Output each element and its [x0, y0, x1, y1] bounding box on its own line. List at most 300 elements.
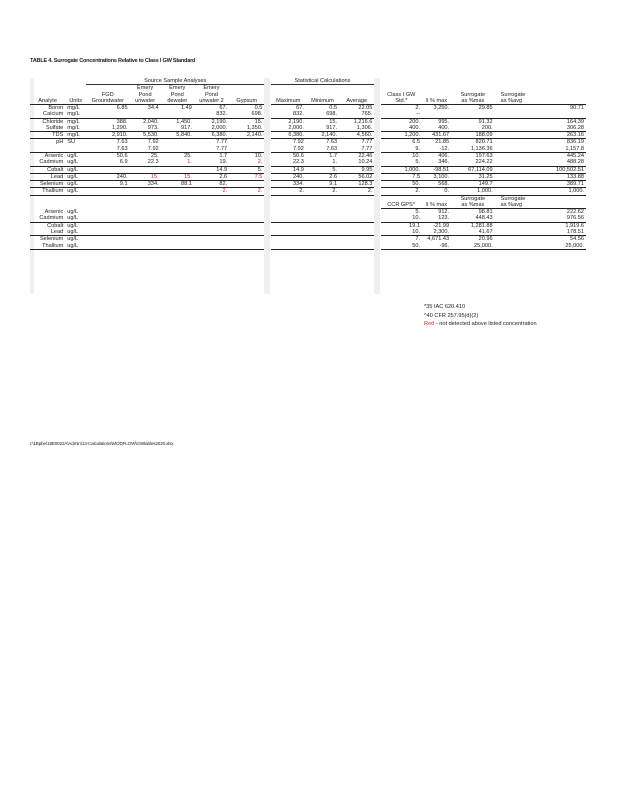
surrogate-cell: 400.	[422, 125, 451, 132]
blank-cell	[86, 195, 130, 208]
surrogate-cell: 31.25	[451, 173, 495, 180]
surrogate-cell: 2.	[381, 188, 422, 195]
header-line: Emery	[169, 85, 186, 92]
footnote-2: ^40 CFR 257.95(d)(2)	[424, 312, 479, 319]
header-line: unwater	[135, 97, 156, 104]
table-row	[30, 118, 586, 125]
stat-cell: 2.6	[306, 173, 339, 180]
surrogate-cell: 10.	[412, 152, 421, 159]
surrogate-cell: 4,671.43	[427, 236, 450, 243]
blank-cell	[229, 215, 264, 222]
value-cell: 2.	[229, 188, 264, 195]
blank-cell	[306, 215, 339, 222]
units-cell: ug/L	[67, 236, 79, 243]
value-cell: 50.6	[116, 152, 128, 159]
ccr-row	[30, 243, 586, 250]
header-line: as %max	[461, 97, 485, 104]
header-line: dewater	[167, 97, 188, 104]
surrogate-cell: 222.62	[566, 209, 584, 216]
units-cell: ug/L	[65, 173, 86, 180]
blank-cell	[229, 209, 264, 216]
header-line: unwater 2	[199, 97, 224, 104]
surrogate-avg-cell: 164.39	[566, 118, 584, 125]
col-pct-max: ǁ % max	[422, 85, 451, 105]
surrogate-cell: 25,000.	[451, 243, 495, 250]
blank-cell	[30, 78, 65, 85]
blank-cell	[65, 195, 86, 208]
surrogate-cell: 3,100.	[422, 173, 451, 180]
ccr-pct-max-header: ǁ % max	[422, 195, 451, 208]
value-cell	[161, 188, 194, 195]
blank-cell	[381, 78, 422, 85]
blank-cell	[306, 209, 339, 216]
blank-cell	[229, 236, 264, 243]
surrogate-cell: 431.67	[422, 132, 451, 139]
stat-cell: 2,000.	[271, 125, 306, 132]
value-cell: 1.49	[180, 104, 192, 111]
ccr-row	[30, 236, 586, 243]
units-cell: mg/L	[67, 118, 80, 125]
column-header-row	[30, 85, 586, 105]
surrogate-cell	[422, 111, 451, 118]
table-row	[30, 188, 586, 195]
surrogate-avg-cell	[495, 111, 586, 118]
surrogate-avg-cell: 1,000.	[495, 188, 586, 195]
table-title: TABLE 4. Surrogate Concentrations Relative to Class I GW Standard	[30, 58, 196, 64]
blank-cell	[339, 195, 374, 208]
stat-cell: 765.	[339, 111, 374, 118]
blank-cell	[194, 215, 229, 222]
stat-cell: 7.63	[306, 146, 339, 153]
stat-cell: 2.	[339, 188, 374, 195]
blank-cell	[194, 209, 229, 216]
table-row	[30, 173, 586, 180]
surrogate-cell: -12.	[422, 146, 451, 153]
value-cell	[130, 166, 161, 173]
concentration-table	[30, 78, 586, 250]
surrogate-cell: 820.71	[475, 139, 493, 146]
header-line: Emery	[137, 85, 154, 92]
value-cell: 1,350.	[229, 125, 264, 132]
surrogate-cell: 9.	[381, 146, 422, 153]
table-row	[30, 152, 586, 159]
value-cell	[161, 111, 194, 118]
stat-cell: 22.46	[358, 152, 373, 159]
surrogate-cell: 1,200.	[381, 132, 422, 139]
blank-cell	[271, 209, 306, 216]
value-cell	[161, 139, 194, 146]
surrogate-cell: 346.	[422, 159, 451, 166]
analyte-cell: pH	[56, 139, 64, 146]
surrogate-cell: 976.56	[495, 215, 586, 222]
analyte-cell: Arsenic	[44, 208, 64, 215]
value-cell: 1.7	[219, 152, 228, 159]
blank-cell	[130, 222, 161, 229]
value-cell: 1,450.	[176, 118, 192, 125]
units-cell: ug/L	[65, 188, 86, 195]
blank-cell	[422, 78, 451, 85]
value-cell	[130, 111, 161, 118]
surrogate-cell: 20.96	[478, 236, 493, 243]
blank-cell	[495, 78, 586, 85]
analyte-cell: Lead	[30, 229, 65, 236]
surrogate-avg-cell: 836.19	[566, 139, 584, 146]
blank-cell	[271, 215, 306, 222]
footnotes	[424, 303, 537, 329]
value-cell: 88.1	[161, 181, 194, 188]
surrogate-cell: 200.	[409, 118, 421, 125]
blank-cell	[86, 222, 130, 229]
ccr-row	[30, 222, 586, 229]
col-ep-dewater	[161, 85, 194, 105]
blank-cell	[161, 229, 194, 236]
blank-cell	[271, 222, 306, 229]
surrogate-cell: 25,000.	[495, 243, 586, 250]
header-line: Std.*	[395, 97, 408, 104]
value-cell: 334.	[130, 181, 161, 188]
header-line: Pond	[138, 91, 152, 98]
value-cell: 2,190.	[211, 118, 228, 125]
surrogate-cell: 2,300.	[422, 229, 451, 236]
blank-cell	[194, 229, 229, 236]
col-ep-unwater2	[194, 85, 229, 105]
value-cell: 2,040.	[143, 118, 159, 125]
surrogate-cell: 2.	[415, 104, 421, 111]
stat-cell: 334.	[271, 181, 306, 188]
blank-cell	[339, 209, 374, 216]
surrogate-avg-cell: 488.28	[495, 159, 586, 166]
blank-cell	[306, 195, 339, 208]
surrogate-avg-cell: 100,502.51	[495, 166, 586, 173]
stat-cell: 1,216.6	[353, 118, 373, 125]
blank-cell	[86, 229, 130, 236]
surrogate-avg-cell: 263.16	[495, 132, 586, 139]
analyte-cell: Cadmium	[30, 159, 65, 166]
header-line: Emery	[203, 85, 220, 92]
units-cell: mg/L	[65, 132, 86, 139]
value-cell: 19.	[194, 159, 229, 166]
surrogate-cell: 7.5	[381, 173, 422, 180]
col-analyte: Analyte	[30, 85, 65, 105]
blank-cell	[229, 229, 264, 236]
stat-cell: 10.24	[339, 159, 374, 166]
table-row	[30, 139, 586, 146]
value-cell: 82.	[194, 181, 229, 188]
value-cell	[229, 139, 264, 146]
value-cell	[229, 181, 264, 188]
stat-cell: 1.7	[329, 152, 338, 159]
surrogate-cell: -21.99	[433, 222, 450, 229]
stat-cell: 9.95	[339, 166, 374, 173]
units-cell: ug/L	[65, 215, 86, 222]
units-cell: ug/L	[65, 181, 86, 188]
value-cell: 7.92	[147, 139, 159, 146]
analyte-cell: Cobalt	[30, 166, 65, 173]
stat-cell: 2.	[306, 188, 339, 195]
red-legend-label: Red	[424, 321, 435, 328]
file-path: I:\1Bpbe\18E0022A\Admin\13-Calculations\MODFLOW\GWtables2020.xlsx	[30, 441, 174, 446]
blank-cell	[194, 195, 229, 208]
stat-cell: 56.02	[339, 173, 374, 180]
value-cell: 1.	[161, 159, 194, 166]
blank-cell	[229, 195, 264, 208]
stat-cell: 832.	[271, 111, 306, 118]
table-row	[30, 111, 586, 118]
blank-cell	[161, 215, 194, 222]
stat-cell: 1.	[306, 159, 339, 166]
stat-cell: 22.3	[271, 159, 306, 166]
analyte-cell	[30, 146, 65, 153]
blank-cell	[229, 222, 264, 229]
value-cell: 14.9	[194, 166, 229, 173]
surrogate-cell: 50.	[381, 181, 422, 188]
table-row	[30, 125, 586, 132]
value-cell: 832.	[194, 111, 229, 118]
footnote-1: *35 IAC 620.410	[424, 304, 466, 310]
ccr-row	[30, 209, 586, 216]
col-ep-unwater	[130, 85, 161, 105]
value-cell: 15.	[254, 118, 263, 125]
blank-cell	[271, 195, 306, 208]
value-cell: 15.	[130, 173, 161, 180]
col-fgd	[86, 85, 130, 105]
table-row	[30, 132, 586, 139]
header-line: Pond	[204, 91, 219, 98]
surrogate-cell: 21.85	[435, 139, 450, 146]
stat-cell: 7.92	[271, 146, 306, 153]
surrogate-cell: 149.7	[451, 181, 495, 188]
surrogate-cell: 19.1	[409, 222, 421, 229]
stat-cell: 128.3	[339, 181, 374, 188]
surrogate-avg-cell: 445.24	[566, 152, 584, 159]
units-cell: mg/L	[65, 111, 86, 118]
analyte-cell: Sulfate	[30, 125, 65, 132]
value-cell	[229, 146, 264, 153]
value-cell: 2.6	[194, 173, 229, 180]
blank-cell	[86, 236, 130, 243]
value-cell	[161, 166, 194, 173]
analyte-cell: Cadmium	[30, 215, 65, 222]
surrogate-cell: 1,000.	[451, 188, 495, 195]
value-cell: 2,000.	[194, 125, 229, 132]
blank-cell	[339, 229, 374, 236]
value-cell: 22.3	[130, 159, 161, 166]
stat-cell: 1,306.	[339, 125, 374, 132]
blank-cell	[65, 78, 86, 85]
surrogate-cell: 995.	[438, 118, 450, 125]
table-row	[30, 181, 586, 188]
stat-cell: 917.	[306, 125, 339, 132]
surrogate-cell: -98.51	[422, 166, 451, 173]
surrogate-cell: 29.85	[478, 104, 493, 111]
table-row	[30, 104, 586, 111]
value-cell: 973.	[130, 125, 161, 132]
group-header-row	[30, 78, 586, 85]
data-table-area	[30, 78, 586, 294]
blank-cell	[271, 243, 306, 250]
surrogate-cell: -96.	[422, 243, 451, 250]
analyte-cell: Arsenic	[44, 152, 64, 159]
value-cell: 2,140.	[229, 132, 264, 139]
blank-cell	[194, 236, 229, 243]
surrogate-cell: 406.	[438, 152, 450, 159]
blank-cell	[130, 215, 161, 222]
value-cell: 1,290.	[86, 125, 130, 132]
surrogate-cell: 7.	[415, 236, 421, 243]
value-cell: 7.92	[130, 146, 161, 153]
blank-cell	[130, 229, 161, 236]
stat-cell: 6,380.	[271, 132, 306, 139]
blank-cell	[161, 236, 194, 243]
header-line: FGD	[101, 91, 114, 98]
stat-cell: 4,560.	[339, 132, 374, 139]
blank-cell	[161, 209, 194, 216]
analyte-cell: Lead	[30, 173, 65, 180]
value-cell: 388.	[116, 118, 128, 125]
surrogate-cell: 98.81	[478, 209, 493, 216]
header-line: Surrogate	[500, 91, 526, 98]
units-cell: ug/L	[67, 222, 79, 229]
header-line: as %avg	[500, 201, 523, 208]
value-cell	[130, 188, 161, 195]
stat-cell: 0.5	[329, 104, 338, 111]
surrogate-cell: 50.	[381, 243, 422, 250]
stat-cell: 7.63	[326, 139, 338, 146]
surrogate-cell: 5.	[415, 209, 421, 216]
value-cell: 240.	[86, 173, 130, 180]
blank-cell	[86, 215, 130, 222]
value-cell: 6.9	[86, 159, 130, 166]
col-units: Units	[65, 85, 86, 105]
blank-cell	[306, 229, 339, 236]
value-cell: 10.	[254, 152, 263, 159]
surrogate-cell: 400.	[381, 125, 422, 132]
blank-cell	[306, 222, 339, 229]
blank-cell	[339, 236, 374, 243]
value-cell: 5.	[229, 166, 264, 173]
units-cell: ug/L	[65, 243, 86, 250]
units-cell: ug/L	[67, 208, 79, 215]
surrogate-cell: 41.67	[451, 229, 495, 236]
blank-cell	[194, 222, 229, 229]
blank-cell	[161, 243, 194, 250]
value-cell: 2.	[194, 188, 229, 195]
stat-cell: 14.9	[271, 166, 306, 173]
blank-cell	[161, 195, 194, 208]
units-cell: SU	[67, 139, 76, 146]
value-cell: 2.	[229, 159, 264, 166]
surrogate-cell: 188.09	[451, 132, 495, 139]
stat-cell: 698.	[306, 111, 339, 118]
blank-cell	[86, 243, 130, 250]
value-cell: 917.	[161, 125, 194, 132]
header-line: as %max	[461, 201, 485, 208]
stat-cell: 240.	[271, 173, 306, 180]
value-cell: 7.77	[216, 139, 228, 146]
col-surrogate-max	[451, 85, 495, 105]
analyte-cell: Thallium	[30, 188, 65, 195]
analyte-cell: Chloride	[42, 118, 64, 125]
units-cell: ug/L	[65, 159, 86, 166]
table-row	[30, 166, 586, 173]
ccr-surrogate-max-header	[451, 195, 495, 208]
blank-cell	[271, 229, 306, 236]
surrogate-cell: 448.43	[451, 215, 495, 222]
ccr-header-row	[30, 195, 586, 208]
stat-cell: 7.92	[293, 139, 304, 146]
blank-cell	[339, 222, 374, 229]
units-cell: ug/L	[65, 166, 86, 173]
blank-cell	[306, 236, 339, 243]
surrogate-cell: 0.	[422, 188, 451, 195]
header-line: as %avg	[500, 97, 523, 104]
blank-cell	[339, 243, 374, 250]
surrogate-cell: 123.	[422, 215, 451, 222]
header-line: Class I GW	[387, 91, 416, 98]
surrogate-cell: 67,114.09	[451, 166, 495, 173]
header-line: Pond	[170, 91, 184, 98]
source-analyses-header: Source Sample Analyses	[86, 78, 264, 85]
analyte-cell: Cobalt	[47, 222, 64, 229]
surrogate-avg-cell: 389.71	[495, 181, 586, 188]
value-cell: 5,530.	[130, 132, 161, 139]
surrogate-cell: 200.	[451, 125, 495, 132]
col-gypsum: Gypsum	[229, 85, 264, 105]
analyte-cell: Selenium	[39, 236, 64, 243]
value-cell: 25.	[150, 152, 159, 159]
surrogate-cell: 10.	[381, 229, 422, 236]
surrogate-cell: 224.22	[451, 159, 495, 166]
value-cell: 7.77	[194, 146, 229, 153]
blank-cell	[306, 243, 339, 250]
col-surrogate-avg	[495, 85, 586, 105]
stat-cell: 9.1	[306, 181, 339, 188]
units-cell	[65, 146, 86, 153]
blank-cell	[339, 215, 374, 222]
analyte-cell: Thallium	[30, 243, 65, 250]
value-cell	[161, 146, 194, 153]
value-cell: 25.	[184, 152, 192, 159]
surrogate-cell: 197.63	[475, 152, 493, 159]
value-cell	[86, 166, 130, 173]
analyte-cell: TDS	[30, 132, 65, 139]
surrogate-cell: 3,250.	[433, 104, 450, 111]
surrogate-cell: --	[381, 111, 422, 118]
stat-cell: 2.	[271, 188, 306, 195]
units-cell: mg/L	[65, 125, 86, 132]
analyte-cell: Calcium	[30, 111, 65, 118]
units-cell: ug/L	[65, 229, 86, 236]
header-line: Surrogate	[460, 91, 486, 98]
surrogate-cell: 1,000.	[381, 166, 422, 173]
table-row	[30, 146, 586, 153]
surrogate-cell: 178.51	[495, 229, 586, 236]
units-cell: ug/L	[67, 152, 79, 159]
blank-cell	[130, 243, 161, 250]
col-minimum: Minimum	[306, 85, 339, 105]
stat-cell: 22.05	[358, 104, 373, 111]
stat-cell: 50.6	[293, 152, 304, 159]
blank-cell	[271, 236, 306, 243]
units-cell: mg/L	[67, 104, 80, 111]
blank-cell	[130, 236, 161, 243]
col-class-gw	[381, 85, 422, 105]
surrogate-cell: 54.56	[570, 236, 584, 243]
blank-cell	[161, 222, 194, 229]
value-cell: 0.5	[254, 104, 263, 111]
value-cell: 9.1	[86, 181, 130, 188]
surrogate-cell	[451, 111, 495, 118]
